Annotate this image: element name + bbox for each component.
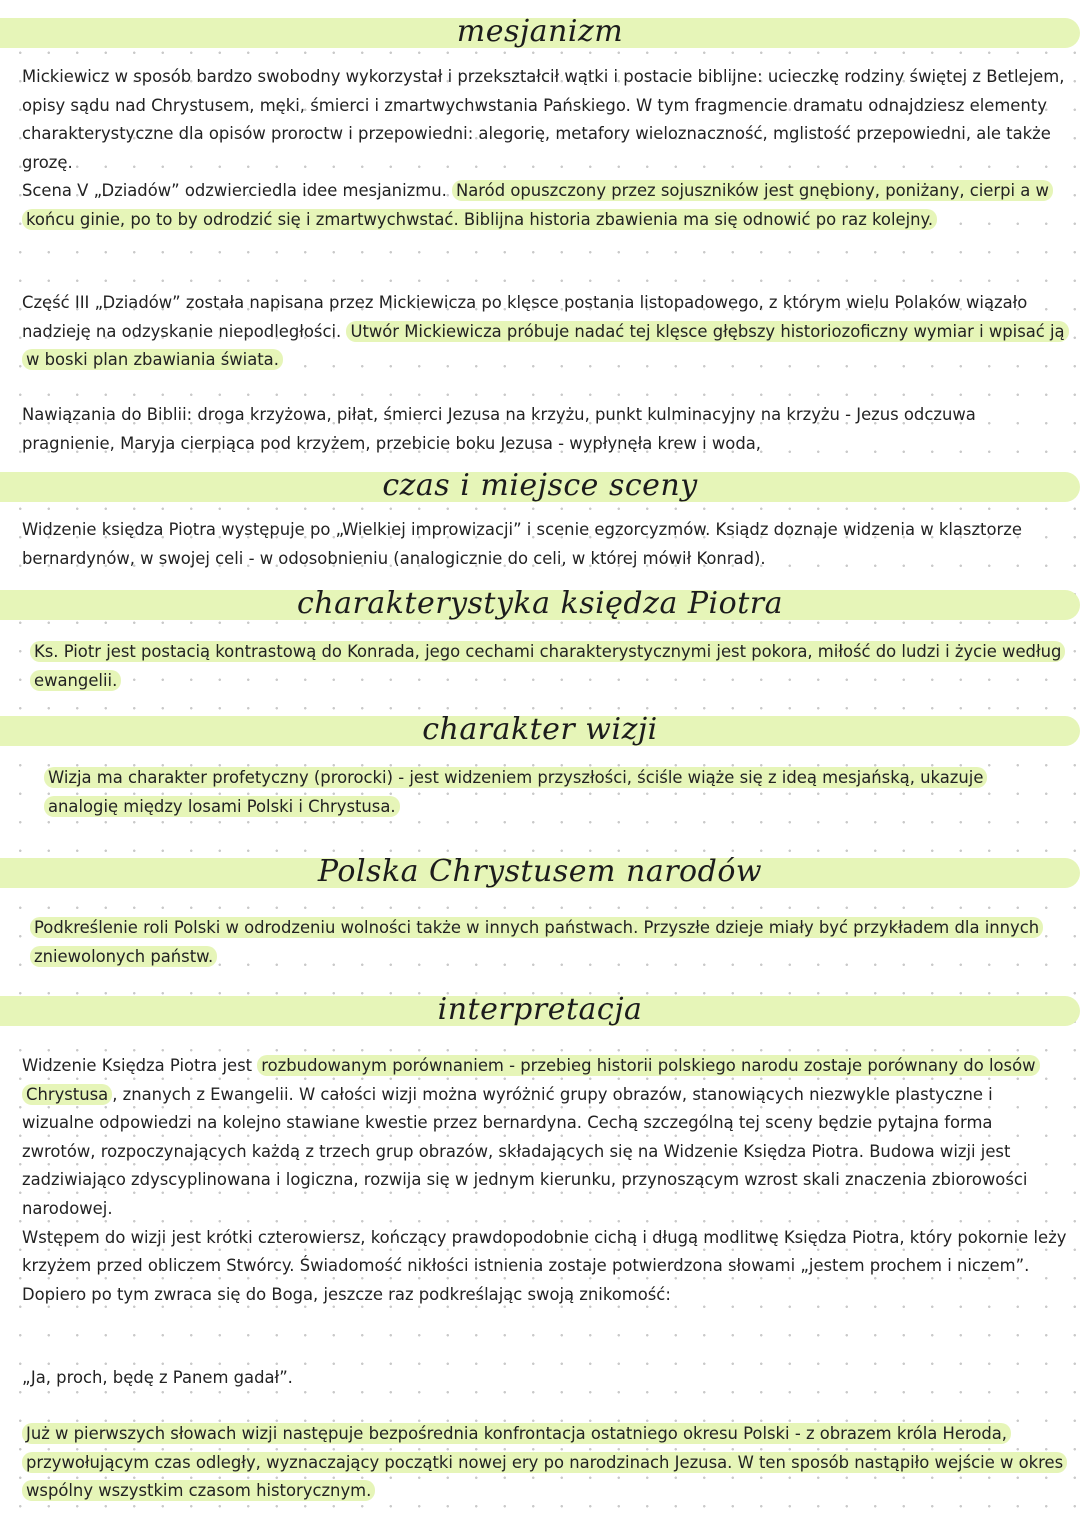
paragraph-mesjanizm-intro (22, 63, 1067, 235)
text: Wstępem do wizji jest krótki czterowiersz, kończący prawdopodobnie cichą i długą modlitwę Księdza Piotra, który pokornie leży krzyżem przed obliczem Stwórcy. Świadomość nikłości istnienia zostaje potwierdzona słowami „jestem prochem i niczem”. Dopiero po tym zwraca się do Boga, jeszcze raz podkreślając swoją znikomość: (22, 1227, 1067, 1304)
paragraph-piotr (30, 638, 1075, 695)
paragraph-interpretacja-1 (22, 1052, 1067, 1309)
text: , znanych z Ewangelii. W całości wizji można wyróżnić grupy obrazów, stanowiących niezwykle plastyczne i wizualne odpowiedzi na kolejno stawiane kwestie przez bernardyna. Cechą szczególną tej sceny będzie pytajna forma zwrotów, rozpoczynających każdą z trzech grup obrazów, składających się na Widzenie Księdza Piotra. Budowa wizji jest zadziwiająco zdyscyplinowana i logiczna, rozwija się w jednym kierunku, przynoszącym wzrost skali znaczenia zbiorowości narodowej. (22, 1084, 1028, 1218)
heading-polska: Polska Chrystusem narodów (317, 854, 763, 889)
text: Scena V „Dziadów” odzwierciedla idee mesjanizmu. (22, 181, 452, 201)
text: Część III „Dziadów” została napisana przez Mickiewicza po klęsce postania listopadowego, z którym wielu Polaków wiązało nadzieję na odzyskanie niepodległości. (22, 293, 1028, 341)
paragraph-czas: Widzenie księdza Piotra występuje po „Wielkiej improwizacji” i scenie egzorcyzmów. Ksiądz doznaje widzenia w klasztorze bernardynów, w swojej celi - w odosobnieniu (analogicznie do celi, w której mówił Konrad). (22, 520, 1022, 568)
paragraph-mesjanizm-bible: Nawiązania do Biblii: droga krzyżowa, piłat, śmierci Jezusa na krzyżu, punkt kulminacyjny na krzyżu - Jezus odczuwa pragnienie, Maryja cierpiąca pod krzyżem, przebicie boku Jezusa - wypłynęła krew i woda, (22, 405, 976, 453)
paragraph-polska (30, 914, 1075, 971)
heading-mesjanizm: mesjanizm (456, 14, 624, 49)
heading-piotr: charakterystyka księdza Piotra (297, 586, 783, 621)
heading-czas: czas i miejsce sceny (382, 468, 698, 503)
quote: „Ja, proch, będę z Panem gadał”. (22, 1368, 293, 1387)
highlight: Już w pierwszych słowach wizji następuje bezpośrednia konfrontacja ostatniego okresu Polski - z obrazem króla Heroda, przywołującym czas odległy, wyznaczający początki nowej ery po narodzinach Jezusa. W ten sposób nastąpiło wejście w okres wspólny wszystkim czasom historycznym. (22, 1423, 1067, 1501)
paragraph-mesjanizm-history (22, 289, 1067, 375)
highlight: Podkreślenie roli Polski w odrodzeniu wolności także w innych państwach. Przyszłe dzieje miały być przykładem dla innych zniewolonych państw. (30, 917, 1043, 967)
highlight: Ks. Piotr jest postacią kontrastową do Konrada, jego cechami charakterystycznymi jest pokora, miłość do ludzi i życie według ewangelii. (30, 641, 1065, 691)
highlight: rozbudowanym porównaniem - przebieg historii polskiego narodu zostaje porównany do losów Chrystusa (22, 1055, 1040, 1105)
heading-wizja: charakter wizji (422, 712, 658, 747)
paragraph-interpretacja-3 (22, 1420, 1067, 1506)
heading-interpretacja: interpretacja (437, 992, 643, 1027)
highlight: Naród opuszczony przez sojuszników jest gnębiony, poniżany, cierpi a w końcu ginie, po to by odrodzić się i zmartwychwstać. Biblijna historia zbawienia ma się odnowić po raz kolejny. (22, 180, 1053, 230)
text: Widzenie Księdza Piotra jest (22, 1056, 258, 1075)
highlight: Wizja ma charakter profetyczny (prorocki) - jest widzeniem przyszłości, ściśle wiąże się z ideą mesjańską, ukazuje analogię między losami Polski i Chrystusa. (44, 767, 987, 817)
paragraph-wizja (44, 764, 1054, 821)
highlight: Utwór Mickiewicza próbuje nadać tej klęsce głębszy historiozoficzny wymiar i wpisać ją w boski plan zbawiania świata. (22, 321, 1069, 371)
text: Mickiewicz w sposób bardzo swobodny wykorzystał i przekształcił wątki i postacie biblijne: ucieczkę rodziny świętej z Betlejem, opisy sądu nad Chrystusem, męki, śmierci i zmartwychwstania Pańskiego. W tym fragmencie dramatu odnajdziesz elementy charakterystyczne dla opisów proroctw i przepowiedni: alegorię, metafory wieloznaczność, mglistość przepowiedni, ale także grozę. (22, 67, 1065, 172)
